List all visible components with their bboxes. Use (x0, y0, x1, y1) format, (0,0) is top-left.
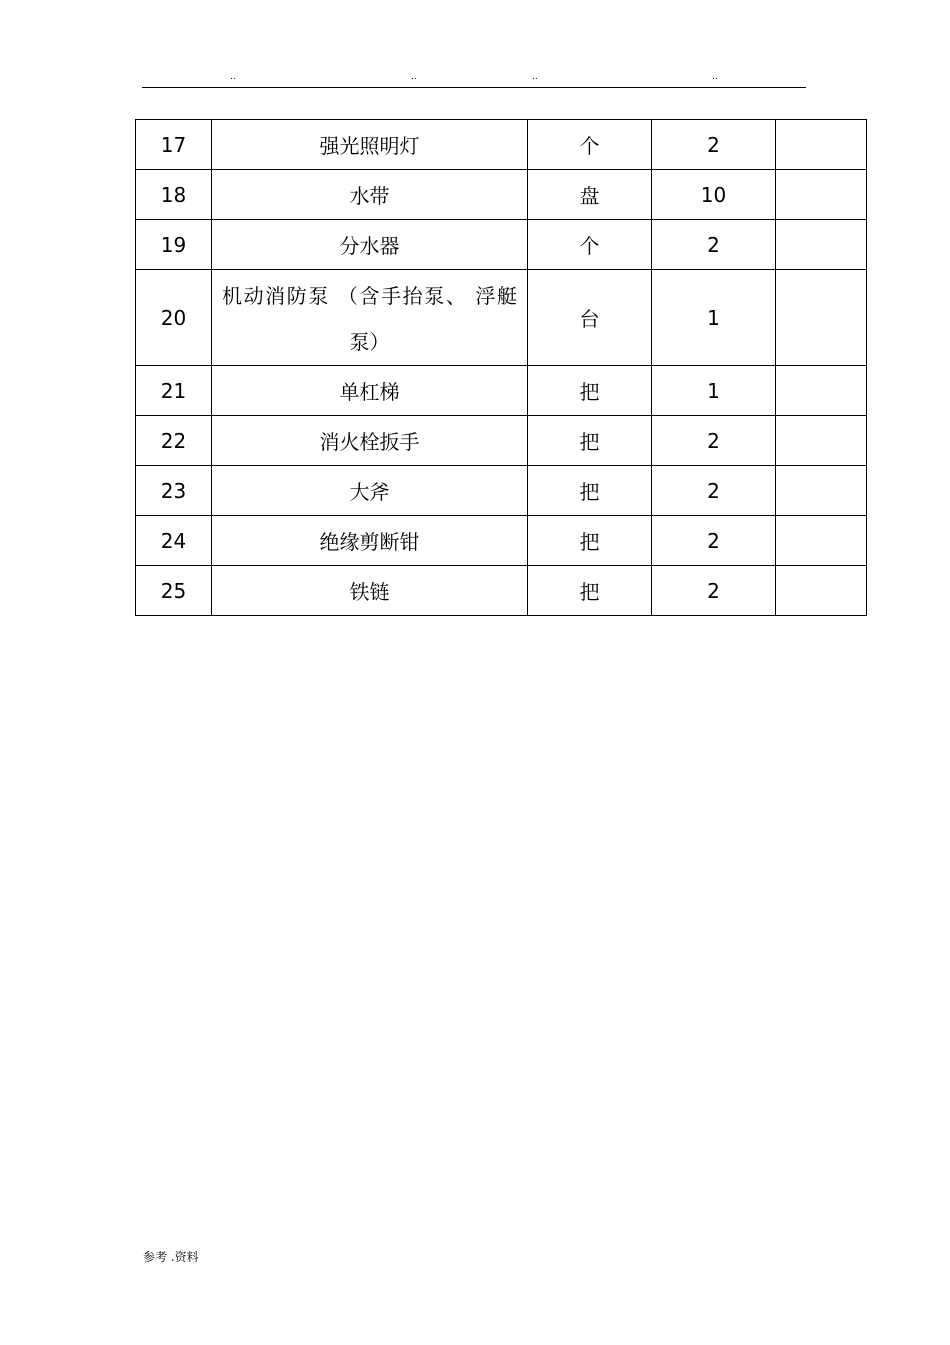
item-quantity: 2 (652, 516, 776, 566)
item-note (776, 566, 867, 616)
table-row (136, 516, 867, 566)
item-name: 分水器 (212, 220, 528, 270)
header-dot: .. (532, 72, 538, 82)
table-row (136, 566, 867, 616)
table-row (136, 270, 867, 366)
item-unit: 把 (528, 516, 652, 566)
row-number: 24 (136, 516, 212, 566)
table-row (136, 120, 867, 170)
item-note (776, 220, 867, 270)
item-unit: 把 (528, 416, 652, 466)
item-unit: 把 (528, 566, 652, 616)
row-number: 18 (136, 170, 212, 220)
item-note (776, 120, 867, 170)
table-row (136, 366, 867, 416)
item-unit: 盘 (528, 170, 652, 220)
item-unit: 把 (528, 366, 652, 416)
equipment-table (135, 119, 867, 616)
item-unit: 个 (528, 120, 652, 170)
row-number: 21 (136, 366, 212, 416)
item-note (776, 270, 867, 366)
item-note (776, 366, 867, 416)
item-name: 强光照明灯 (212, 120, 528, 170)
item-name: 铁链 (212, 566, 528, 616)
item-quantity: 2 (652, 566, 776, 616)
table-row (136, 170, 867, 220)
row-number: 19 (136, 220, 212, 270)
header-dot: .. (230, 72, 236, 82)
page-footer: 参考 .资料 (143, 1250, 199, 1264)
item-name: 机动消防泵 （含手抬泵、 浮艇泵） (212, 270, 528, 366)
item-note (776, 516, 867, 566)
item-quantity: 2 (652, 466, 776, 516)
item-name: 单杠梯 (212, 366, 528, 416)
item-name: 大斧 (212, 466, 528, 516)
item-name: 消火栓扳手 (212, 416, 528, 466)
row-number: 22 (136, 416, 212, 466)
header-dot: .. (411, 72, 417, 82)
table-row (136, 466, 867, 516)
row-number: 20 (136, 270, 212, 366)
item-unit: 台 (528, 270, 652, 366)
item-name: 绝缘剪断钳 (212, 516, 528, 566)
item-quantity: 2 (652, 416, 776, 466)
table-row (136, 220, 867, 270)
item-unit: 个 (528, 220, 652, 270)
header-dot: .. (712, 72, 718, 82)
item-name: 水带 (212, 170, 528, 220)
header-rule (142, 87, 806, 88)
table-row (136, 416, 867, 466)
item-unit: 把 (528, 466, 652, 516)
item-quantity: 10 (652, 170, 776, 220)
item-quantity: 2 (652, 220, 776, 270)
item-quantity: 2 (652, 120, 776, 170)
item-note (776, 466, 867, 516)
item-quantity: 1 (652, 270, 776, 366)
item-note (776, 416, 867, 466)
row-number: 25 (136, 566, 212, 616)
row-number: 17 (136, 120, 212, 170)
item-quantity: 1 (652, 366, 776, 416)
row-number: 23 (136, 466, 212, 516)
item-note (776, 170, 867, 220)
